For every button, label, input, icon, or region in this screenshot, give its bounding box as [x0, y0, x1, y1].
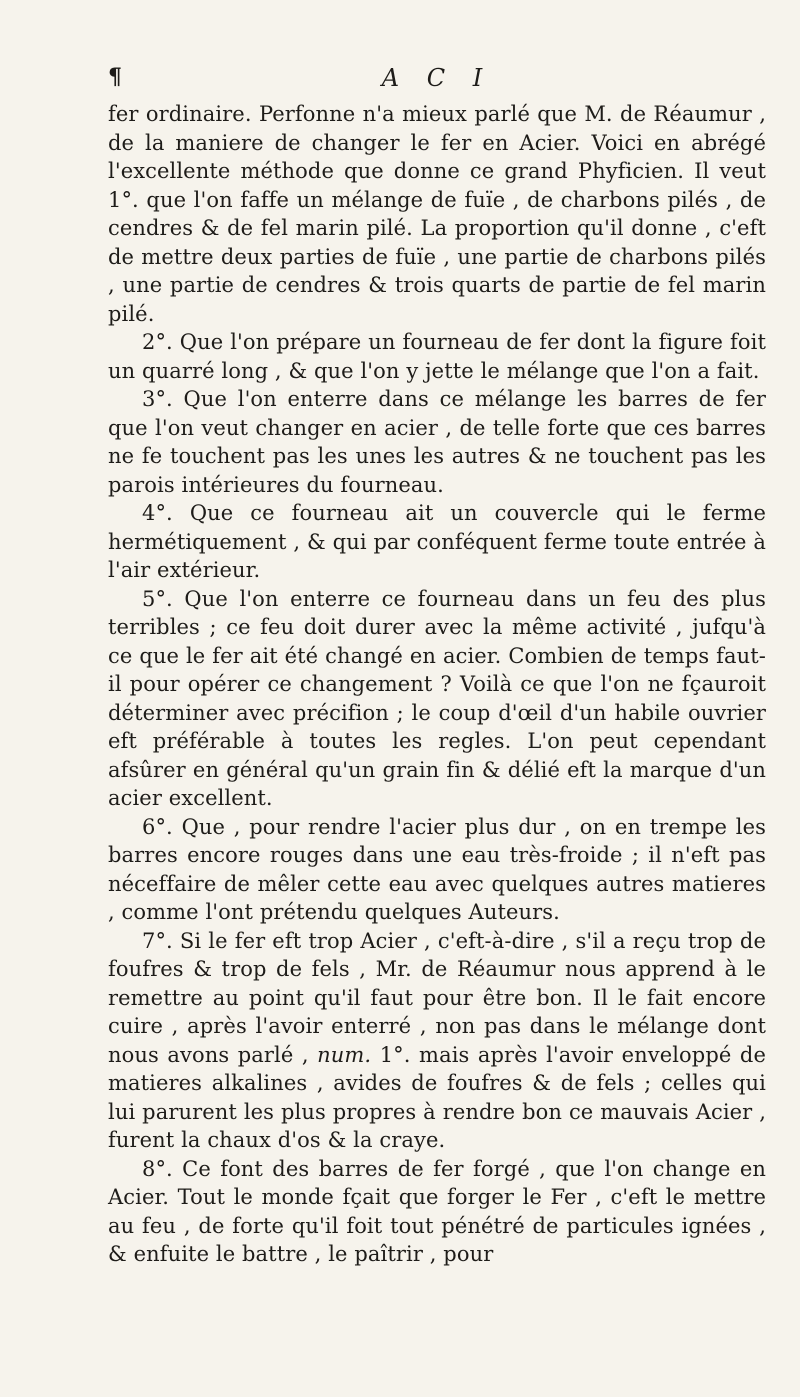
- paragraph-point-7: [108, 927, 766, 1155]
- italic-reference: num.: [317, 1042, 372, 1067]
- paragraph-continuation: fer ordinaire. Perfonne n'a mieux parlé que M. de Réaumur , de la maniere de changer le fer en Acier. Voici en abrégé l'excellente méthode que donne ce grand Phyficien. Il veut 1°. que l'on faffe un mélange de fuïe , de charbons pilés , de cendres & de fel marin pilé. La proportion qu'il donne , c'eft de mettre deux parties de fuïe , une partie de charbons pilés , une partie de cendres & trois quarts de partie de fel marin pilé.: [108, 102, 766, 326]
- paragraph-point-6: 6°. Que , pour rendre l'acier plus dur , on en trempe les barres encore rouges dans une eau très-froide ; il n'eft pas néceffaire de mêler cette eau avec quelques autres matieres , comme l'ont prétendu quelques Auteurs.: [108, 814, 766, 924]
- paragraph-point-4: 4°. Que ce fourneau ait un couvercle qui le ferme hermétiquement , & qui par conféquent ferme toute entrée à l'air extérieur.: [108, 501, 766, 582]
- page-header: [108, 64, 766, 96]
- paragraph-point-7-start: 7°. Si le fer eft trop Acier , c'eft-à-dire , s'il a reçu trop de foufres & trop de fels , Mr. de Réaumur nous apprend à le remettre au point qu'il faut pour être bon. Il le fait encore cuire , après l'avoir enterré , non pas dans le mélange dont nous avons parlé ,: [108, 928, 766, 1067]
- paragraph-point-3: 3°. Que l'on enterre dans ce mélange les barres de fer que l'on veut changer en acier , de telle forte que ces barres ne fe touchent pas les unes les autres & ne touchent pas les parois intérieures du fourneau.: [108, 387, 766, 497]
- running-head: A C I: [381, 64, 493, 92]
- body-text: [108, 100, 766, 1269]
- signature-mark: ¶: [108, 64, 122, 90]
- paragraph-point-7-end: 1°. mais après l'avoir enveloppé de matieres alkalines , avides de foufres & de fels ; celles qui lui parurent les plus propres à rendre bon ce mauvais Acier , furent la chaux d'os & la craye.: [108, 1042, 766, 1152]
- paragraph-point-8: 8°. Ce font des barres de fer forgé , que l'on change en Acier. Tout le monde fçait que forger le Fer , c'eft le mettre au feu , de forte qu'il foit tout pénétré de particules ignées , & enfuite le battre , le paîtrir , pour: [108, 1156, 766, 1266]
- paragraph-point-2: 2°. Que l'on prépare un fourneau de fer dont la figure foit un quarré long , & que l'on y jette le mélange que l'on a fait.: [108, 330, 766, 383]
- paragraph-point-5: 5°. Que l'on enterre ce fourneau dans un feu des plus terribles ; ce feu doit durer avec la même activité , jufqu'à ce que le fer ait été changé en acier. Combien de temps faut-il pour opérer ce changement ? Voilà ce que l'on ne fçauroit déterminer avec précifion ; le coup d'œil d'un habile ouvrier eft préférable à toutes les regles. L'on peut cependant afsûrer en général qu'un grain fin & délié eft la marque d'un acier excellent.: [108, 586, 766, 810]
